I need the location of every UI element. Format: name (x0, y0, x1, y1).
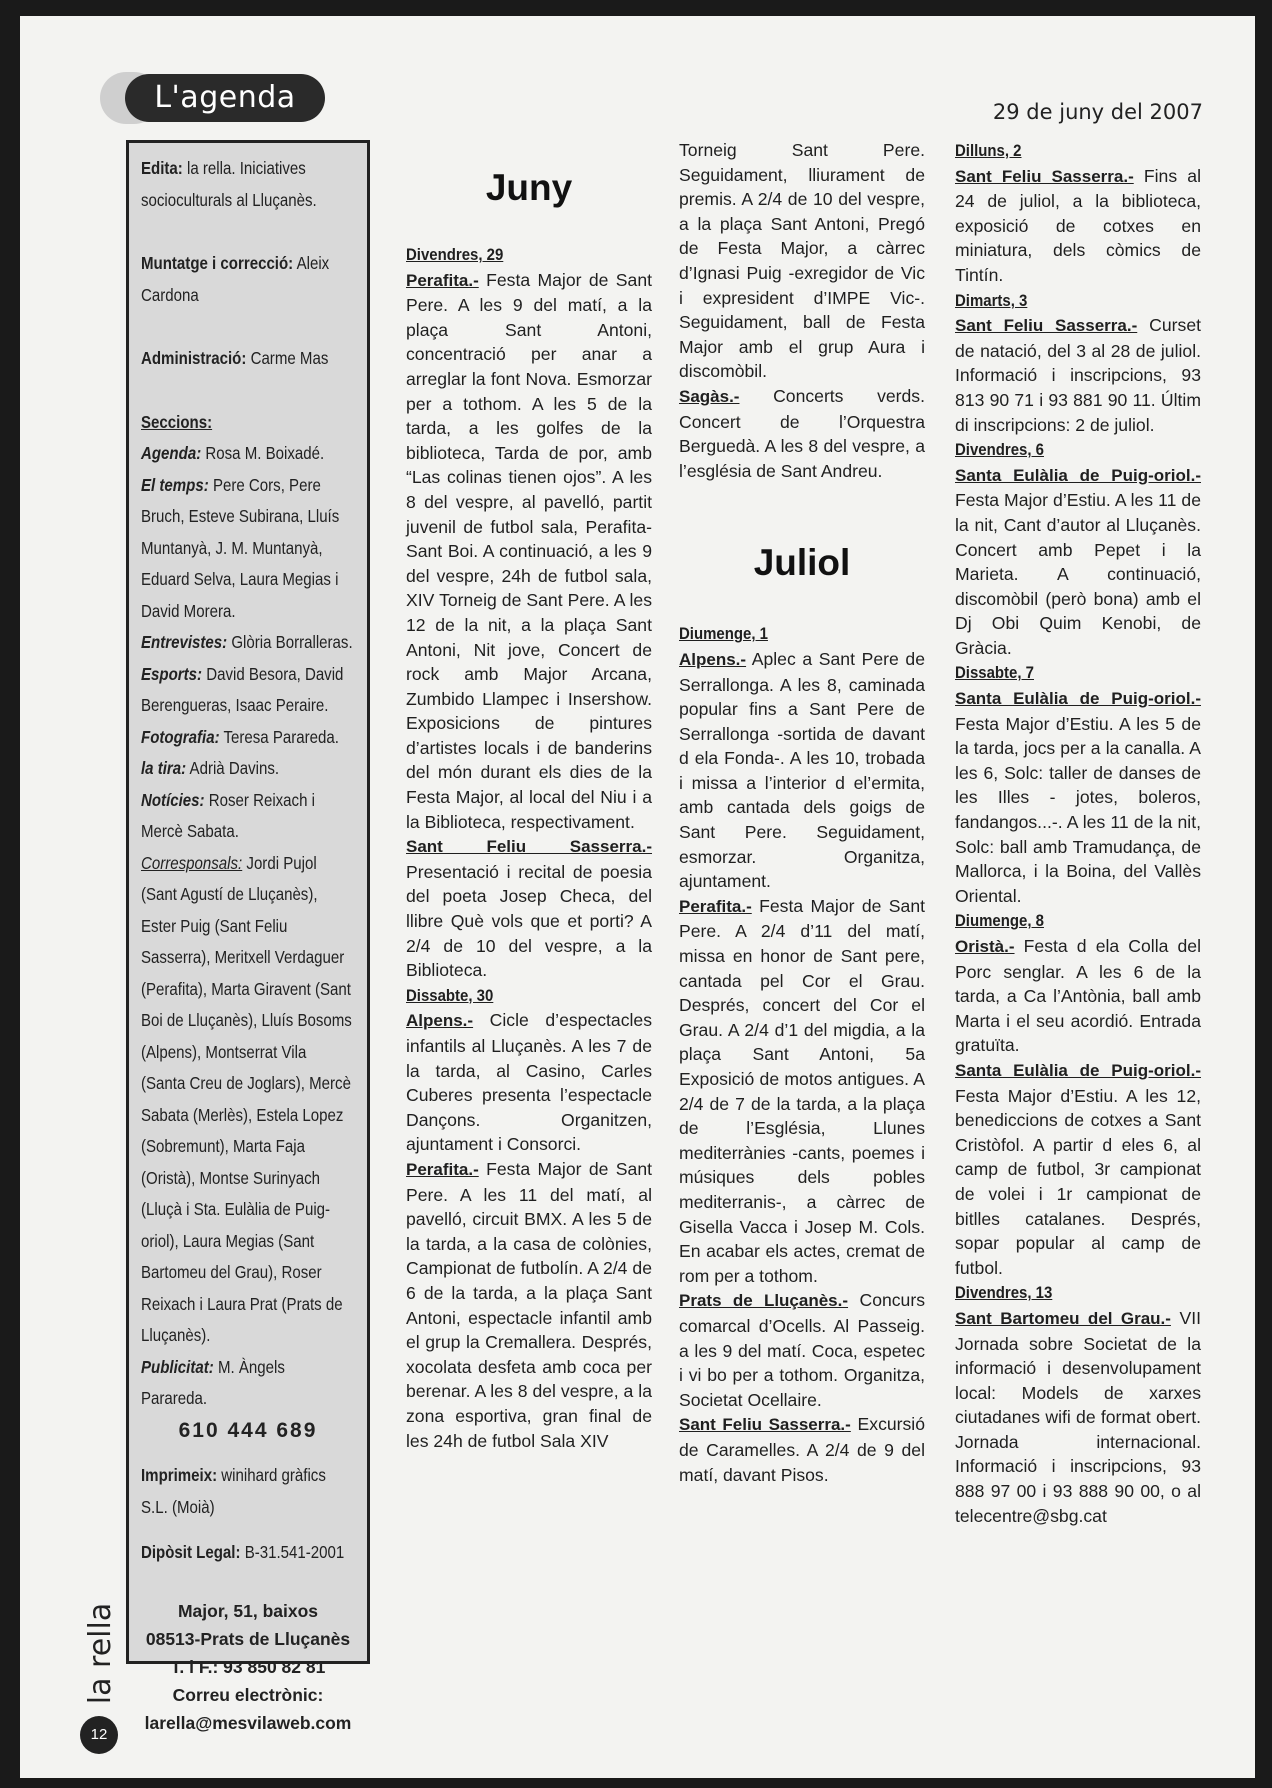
agenda-entry (955, 313, 1201, 437)
agenda-place: Sant Bartomeu del Grau.- (955, 1308, 1171, 1328)
credit-agenda: Agenda: Rosa M. Boixadé. (141, 443, 325, 463)
agenda-text: Excursió de Caramelles. A 2/4 de 9 del matí, davant Pisos. (679, 1414, 925, 1485)
agenda-entry (679, 1288, 925, 1412)
agenda-entry (955, 686, 1201, 908)
agenda-place: Sagàs.- (679, 386, 740, 406)
agenda-place: Sant Feliu Sasserra.- (955, 166, 1134, 186)
agenda-day-heading: Diumenge, 8 (955, 911, 1044, 931)
agenda-entry (955, 1058, 1201, 1280)
address-line: T. i F.: 93 850 82 81 (170, 1656, 326, 1677)
email-address: larella@mesvilaweb.com (144, 1712, 352, 1733)
credit-fotografia: Fotografia: Teresa Parareda. (141, 726, 339, 747)
agenda-day-heading: Diumenge, 1 (679, 624, 768, 644)
agenda-text: Festa Major de Sant Pere. A 2/4 d’11 del matí, missa en honor de Sant pere, cantada pel Cor el Grau. Després, concert del Cor el Grau. A 2/4 d’1 del migdia, a la plaça Sant Antoni, 5a Exposició de motos antigues. A 2/4 de 7 de la tarda, a la plaça de l’Església, Llunes mediterrànies -cants, poemes i músiques dels pobles mediterranis-, a càrrec de Gisella Vacca i Josep M. Cols. En acabar els actes, cremat de rom per a tothom. (679, 895, 925, 1286)
agenda-place: Sant Feliu Sasserra.- (406, 837, 652, 857)
agenda-column-2 (679, 138, 925, 1487)
agenda-entry (679, 384, 925, 483)
credit-latira: la tira: Adrià Davins. (141, 758, 280, 778)
issue-date: 29 de juny del 2007 (992, 100, 1203, 124)
credit-eltemps: El temps: Pere Cors, Pere Bruch, Esteve Subirana, Lluís Muntanyà, J. M. Muntanyà, Eduard Selva, Laura Megias i David Morera. (141, 474, 340, 621)
agenda-place: Oristà.- (955, 937, 1015, 956)
credit-entrevistes: Entrevistes: Glòria Borralleras. (141, 632, 353, 652)
address-line: 08513-Prats de Lluçanès (145, 1628, 351, 1649)
month-heading-juny: Juny (485, 167, 573, 208)
agenda-text: Presentació i recital de poesia del poeta Josep Checa, del llibre Què vols que et porti? A 2/4 de 10 del vespre, a la Biblioteca. (406, 861, 652, 981)
agenda-day-heading: Dimarts, 3 (955, 290, 1028, 310)
magazine-side-label: la rella (83, 1602, 119, 1705)
agenda-column-1 (406, 146, 652, 1453)
agenda-entry (679, 894, 925, 1289)
credit-administracio: Administració: Carme Mas (141, 348, 329, 368)
agenda-entry (679, 1412, 925, 1487)
col1-entries (406, 242, 652, 1453)
agenda-text: VII Jornada sobre Societat de la informació i desenvolupament local: Models de xarxes ciutadanes wifi de format obert. Jornada internacional. Informació i inscripcions, 93 888 97 00 i 93 888 90 00, o al telecentre@sbg.cat (955, 1307, 1201, 1526)
agenda-text: Festa Major d’Estiu. A les 11 de la nit, Cant d’autor al Lluçanès. Concert amb Pepet i la Marieta. A continuació, discomòbil (però bona) amb el Dj Obi Quim Kenobi, de Gràcia. (955, 490, 1201, 658)
credit-publicitat: Publicitat: M. Àngels Parareda. (141, 1356, 285, 1408)
agenda-place: Perafita.- (406, 270, 479, 290)
agenda-text: Torneig Sant Pere. Seguidament, lliurament de premis. A 2/4 de 10 del vespre, a la plaça Sant Antoni, Pregó de Festa Major, a càrrec d’Ignasi Puig -exregidor de Vic i expresident d’IMPE Vic-. Seguidament, ball de Festa Major amb el grup Aura i discomòbil. (679, 140, 925, 382)
credit-imprimeix: Imprimeix: winihard gràfics S.L. (Moià) (141, 1465, 326, 1517)
credit-seccions: Seccions: (141, 411, 213, 432)
agenda-entry (955, 164, 1201, 288)
agenda-text: Aplec a Sant Pere de Serrallonga. A les 8, caminada popular fins a Sant Pere de Serrallonga -sortida de davant d ela Fonda-. A les 10, trobada i missa a l’interior d el’ermita, amb cantada dels goigs de Sant Pere. Seguidament, esmorzar. Organitza, ajuntament. (679, 648, 925, 892)
page-number: 12 (80, 1716, 118, 1754)
credit-muntatge: Muntatge i correcció: Aleix Cardona (141, 253, 330, 305)
agenda-entry (679, 647, 925, 894)
agenda-place: Santa Eulàlia de Puig-oriol.- (955, 465, 1201, 485)
agenda-entry (679, 138, 925, 384)
credit-corresponsals: Corresponsals: Jordi Pujol (Sant Agustí de Lluçanès), Ester Puig (Sant Feliu Sasserra), Meritxell Verdaguer (Perafita), Marta Giravent (Sant Boi de Lluçanès), Lluís Bosoms (Alpens), Montserrat Vila (Santa Creu de Joglars), Mercè Sabata (Merlès), Estela Lopez (Sobremunt), Marta Faja (Oristà), Montse Surinyach (Lluçà i Sta. Eulàlia de Puig-oriol), Laura Megias (Sant Bartomeu del Grau), Roser Reixach i Laura Prat (Prats de Lluçanès). (141, 852, 352, 1345)
agenda-column-3 (955, 138, 1201, 1528)
section-title: L'agenda (125, 74, 325, 122)
agenda-text: Curset de natació, del 3 al 28 de juliol. Informació i inscripcions, 93 813 90 71 i 93 881 90 11. Últim di inscripcions: 2 de juliol. (955, 315, 1201, 435)
agenda-place: Sant Feliu Sasserra.- (679, 1415, 851, 1435)
agenda-place: Alpens.- (679, 649, 747, 669)
credit-edita: Edita: la rella. Iniciatives socioculturals al Lluçanès. (141, 158, 317, 210)
agenda-place: Sant Feliu Sasserra.- (955, 316, 1138, 336)
agenda-day-heading: Divendres, 13 (955, 1283, 1053, 1303)
agenda-text: Concurs comarcal d’Ocells. Al Passeig. a les 9 del matí. Coca, espetec i vi bo per a tothom. Organitza, Societat Ocellaire. (679, 1290, 925, 1410)
agenda-text: Festa Major d’Estiu. A les 12, benediccions de cotxes a Sant Cristòfol. A partir d eles 6, al camp de futbol, 3r campionat de volei i 1r campionat de bitlles catalanes. Després, sopar popular al camp de futbol. (955, 1085, 1201, 1278)
agenda-entry (406, 1008, 652, 1157)
magazine-page (20, 16, 1255, 1778)
agenda-place: Prats de Lluçanès.- (679, 1291, 849, 1311)
month-heading-juliol: Juliol (753, 542, 851, 584)
agenda-entry (406, 268, 652, 835)
agenda-day-heading: Divendres, 6 (955, 440, 1044, 460)
col2-entries-continued (679, 138, 925, 483)
agenda-place: Santa Eulàlia de Puig-oriol.- (955, 689, 1201, 709)
agenda-text: Concerts verds. Concert de l’Orquestra Berguedà. A les 8 del vespre, a l’església de Sant Andreu. (679, 385, 925, 481)
address-line: Major, 51, baixos (177, 1600, 319, 1621)
col2-entries (679, 621, 925, 1487)
agenda-day-heading: Dilluns, 2 (955, 141, 1022, 160)
agenda-day-heading: Dissabte, 7 (955, 663, 1034, 683)
credit-noticies: Notícies: Roser Reixach i Mercè Sabata. (141, 789, 315, 841)
credits-box (126, 140, 370, 1733)
agenda-text: Festa Major de Sant Pere. A les 9 del matí, a la plaça Sant Antoni, concentració per anar a arreglar la font Nova. Esmorzar per a tothom. A les 5 de la tarda, a les golfes de la biblioteca, Tarda de por, amb “Las colinas tienen ojos”. A les 8 del vespre, al pavelló, partit juvenil de futbol sala, Perafita-Sant Boi. A continuació, a les 9 del vespre, 24h de futbol sala, XIV Torneig de Sant Pere. A les 12 de la nit, a la plaça Sant Antoni, Nit jove, Concert de rock amb Major Arcana, Zumbido Llampec i Insershow. Exposicions de pintures d’artistes locals i de banderins del món durant els dies de la Festa Major, al local del Niu i a la Biblioteca, respectivament. (406, 269, 652, 832)
agenda-day-heading: Dissabte, 30 (406, 985, 494, 1005)
credit-esports: Esports: David Besora, David Berengueras, Isaac Peraire. (141, 663, 344, 715)
agenda-entry (406, 1157, 652, 1453)
agenda-text: Festa Major d’Estiu. A les 5 de la tarda, jocs per a la canalla. A les 6, Solc: taller de danses de les Illes - jotes, boleros, fandangos...-. A les 11 de la nit, Solc: ball amb Tramudança, de Mallorca, i la Boina, del Vallès Oriental. (955, 713, 1201, 906)
agenda-entry (955, 934, 1201, 1058)
credit-diposit: Dipòsit Legal: B-31.541-2001 (141, 1542, 345, 1562)
agenda-place: Alpens.- (406, 1011, 474, 1031)
agenda-text: Fins al 24 de juliol, a la biblioteca, exposició de cotxes en miniatura, dels còmics de Tintín. (955, 165, 1201, 285)
col3-entries (955, 138, 1201, 1528)
agenda-text: Festa Major de Sant Pere. A les 11 del matí, al pavelló, circuit BMX. A les 5 de la tarda, a la casa de colònies, Campionat de futbolín. A 2/4 de 6 de la tarda, a la plaça Sant Antoni, espectacle infantil amb el grup la Cremallera. Després, xocolata desfeta amb coca per berenar. A les 8 del vespre, a la zona esportiva, gran final de les 24h de futbol Sala XIV (406, 1158, 652, 1451)
address-line: Correu electrònic: (172, 1684, 324, 1705)
agenda-text: Cicle d’espectacles infantils al Lluçanès. A les 7 de la tarda, al Casino, Carles Cuberes presenta l’espectacle Dançons. Organitzen, ajuntament i Consorci. (406, 1010, 652, 1155)
agenda-entry (955, 1306, 1201, 1528)
agenda-entry (955, 463, 1201, 661)
agenda-text: Festa d ela Colla del Porc senglar. A les 6 de la tarda, a Ca l’Antònia, ball amb Marta i el seu acordió. Entrada gratuïta. (955, 936, 1201, 1056)
agenda-place: Santa Eulàlia de Puig-oriol.- (955, 1060, 1201, 1080)
agenda-place: Perafita.- (406, 1159, 479, 1179)
agenda-entry (406, 834, 652, 983)
agenda-day-heading: Divendres, 29 (406, 245, 504, 264)
agenda-place: Perafita.- (679, 896, 752, 916)
advertising-phone: 610 444 689 (178, 1418, 318, 1442)
